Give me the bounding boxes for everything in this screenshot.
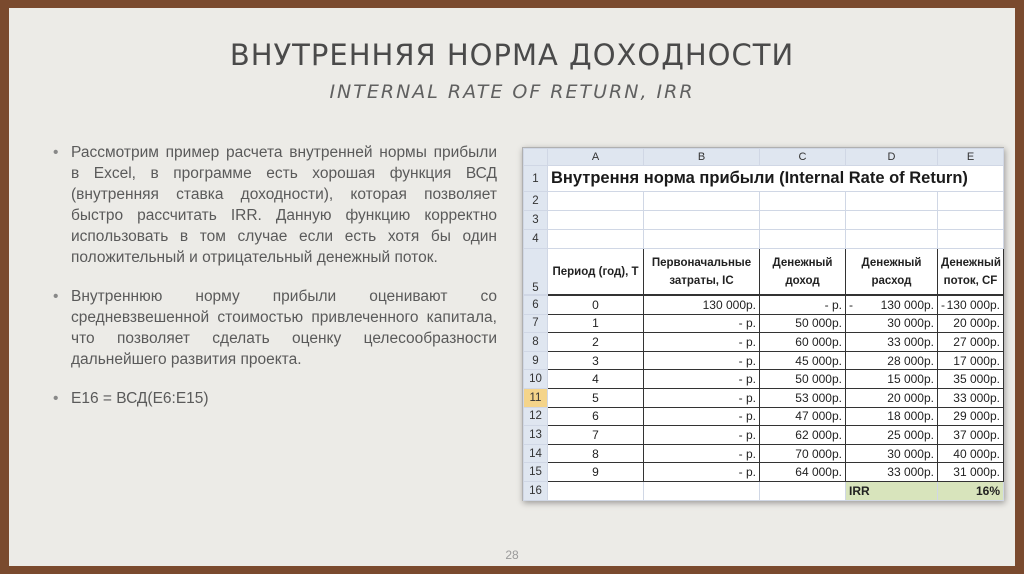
- sheet-title-cell: Внутрення норма прибыли (Internal Rate of Return): [548, 166, 1004, 192]
- header-period: Период (год), Т: [548, 249, 644, 295]
- irr-value: 16%: [938, 481, 1004, 500]
- row-number: 4: [524, 230, 548, 249]
- cell-cash-expense: [846, 333, 938, 352]
- header-cash-expense: Денежный расход: [846, 249, 938, 295]
- cell-period: 9: [548, 463, 644, 482]
- cell-initial-costs: - р.: [644, 444, 760, 463]
- bullet-dot-icon: •: [53, 144, 59, 161]
- cell-initial-costs: - р.: [644, 370, 760, 389]
- spreadsheet-table: [523, 148, 1004, 295]
- cell-value: 20 000р.: [887, 390, 934, 405]
- cell-cash-income: 64 000р.: [760, 463, 846, 482]
- cell-value: 27 000р.: [953, 334, 1000, 349]
- cell-initial-costs: - р.: [644, 426, 760, 445]
- row-number: 16: [524, 481, 548, 500]
- column-header: E: [938, 149, 1004, 166]
- negative-sign: -: [941, 297, 945, 312]
- column-header-row: [524, 149, 1004, 166]
- cell-cash-income: 53 000р.: [760, 388, 846, 407]
- cell-initial-costs: - р.: [644, 388, 760, 407]
- cell-cash-expense: [846, 314, 938, 333]
- bullet-dot-icon: •: [53, 288, 59, 305]
- cell-cash-income: - р.: [760, 296, 846, 315]
- header-initial-costs: Первоначальные затраты, IC: [644, 249, 760, 295]
- cell-cash-flow: [938, 463, 1004, 482]
- cell-initial-costs: - р.: [644, 351, 760, 370]
- cell-cash-expense: [846, 388, 938, 407]
- cell-value: 18 000р.: [887, 409, 934, 424]
- cell-period: 4: [548, 370, 644, 389]
- cell-period: 6: [548, 407, 644, 426]
- cell-value: 130 000р.: [946, 297, 1000, 312]
- table-row: [524, 314, 1004, 333]
- cell-value: 28 000р.: [887, 353, 934, 368]
- select-all-corner: [524, 149, 548, 166]
- cell-value: 17 000р.: [953, 353, 1000, 368]
- row-number: 3: [524, 211, 548, 230]
- row-number: 1: [524, 166, 548, 192]
- bullet-dot-icon: •: [53, 390, 59, 407]
- cell-cash-income: 62 000р.: [760, 426, 846, 445]
- cell-period: 1: [548, 314, 644, 333]
- cell-cash-income: 50 000р.: [760, 370, 846, 389]
- irr-label: IRR: [846, 481, 938, 500]
- slide: [9, 8, 1015, 566]
- cell-cash-flow: [938, 333, 1004, 352]
- slide-title: ВНУТРЕННЯЯ НОРМА ДОХОДНОСТИ: [229, 38, 795, 72]
- cell-cash-flow: [938, 296, 1004, 315]
- table-row: [524, 333, 1004, 352]
- cell-value: 20 000р.: [953, 316, 1000, 331]
- bullet-list: [53, 142, 497, 427]
- row-number: 7: [524, 314, 548, 333]
- row-number: 13: [524, 426, 548, 445]
- bullet-text: Рассмотрим пример расчета внутренней нормы прибыли в Excel, в программе есть хорошая функция ВСД (внутренняя ставка доходности), которая позволяет быстро рассчитать IRR. Данную функцию корректно использовать в том случае если есть хотя бы один положительный и отрицательный денежный поток.: [71, 144, 497, 266]
- cell-period: 3: [548, 351, 644, 370]
- cell-value: 15 000р.: [887, 372, 934, 387]
- cell-cash-expense: [846, 296, 938, 315]
- cell-value: 31 000р.: [953, 465, 1000, 480]
- cell-cash-income: 47 000р.: [760, 407, 846, 426]
- cell-cash-income: 70 000р.: [760, 444, 846, 463]
- bullet-text: E16 = ВСД(E6:E15): [71, 390, 209, 407]
- cell-value: 30 000р.: [887, 446, 934, 461]
- table-row: [524, 388, 1004, 407]
- cell-value: 130 000р.: [880, 297, 934, 312]
- cell-period: 0: [548, 296, 644, 315]
- cell-value: 35 000р.: [953, 372, 1000, 387]
- table-row: [524, 230, 1004, 249]
- cell-value: 33 000р.: [887, 334, 934, 349]
- bullet-item: [53, 142, 497, 268]
- cell-value: 33 000р.: [953, 390, 1000, 405]
- cell-period: 5: [548, 388, 644, 407]
- cell-cash-expense: [846, 370, 938, 389]
- cell-value: 33 000р.: [887, 465, 934, 480]
- table-row: [524, 296, 1004, 315]
- cell-value: 25 000р.: [887, 427, 934, 442]
- bullet-text: Внутреннюю норму прибыли оценивают со средневзвешенной стоимостью привлеченного капитала, что позволяет сделать оценку целесообразности дальнейшего развития проекта.: [71, 288, 497, 368]
- cell-cash-flow: [938, 314, 1004, 333]
- table-row: [524, 351, 1004, 370]
- cell-cash-flow: [938, 407, 1004, 426]
- row-number: 9: [524, 351, 548, 370]
- table-row: [524, 463, 1004, 482]
- cell-cash-flow: [938, 426, 1004, 445]
- row-number: 12: [524, 407, 548, 426]
- cell-cash-income: 60 000р.: [760, 333, 846, 352]
- cell-cash-expense: [846, 407, 938, 426]
- table-row: [524, 426, 1004, 445]
- bullet-item: [53, 286, 497, 370]
- column-header: A: [548, 149, 644, 166]
- row-number: 2: [524, 192, 548, 211]
- cell-cash-expense: [846, 463, 938, 482]
- cell-initial-costs: 130 000р.: [644, 296, 760, 315]
- table-row: [524, 370, 1004, 389]
- row-number: 8: [524, 333, 548, 352]
- cell-cash-expense: [846, 426, 938, 445]
- column-header: D: [846, 149, 938, 166]
- irr-row: [524, 481, 1004, 500]
- cell-value: 40 000р.: [953, 446, 1000, 461]
- header-cash-flow: Денежный поток, CF: [938, 249, 1004, 295]
- slide-subtitle: INTERNAL RATE OF RETURN, IRR: [329, 81, 695, 103]
- cell-cash-expense: [846, 351, 938, 370]
- cell-cash-flow: [938, 370, 1004, 389]
- data-rows-table: [523, 295, 1004, 501]
- row-number: 15: [524, 463, 548, 482]
- cell-cash-expense: [846, 444, 938, 463]
- row-number: 5: [524, 249, 548, 295]
- bullet-item: [53, 388, 497, 409]
- cell-period: 7: [548, 426, 644, 445]
- cell-period: 8: [548, 444, 644, 463]
- cell-initial-costs: - р.: [644, 314, 760, 333]
- cell-initial-costs: - р.: [644, 463, 760, 482]
- cell-initial-costs: - р.: [644, 407, 760, 426]
- table-row: [524, 407, 1004, 426]
- cell-initial-costs: - р.: [644, 333, 760, 352]
- table-row: [524, 192, 1004, 211]
- cell-cash-income: 45 000р.: [760, 351, 846, 370]
- cell-cash-flow: [938, 351, 1004, 370]
- cell-value: 29 000р.: [953, 409, 1000, 424]
- spreadsheet-image: [522, 147, 1004, 501]
- table-row: [524, 444, 1004, 463]
- table-header-row: [524, 249, 1004, 295]
- cell-value: 37 000р.: [953, 427, 1000, 442]
- header-cash-income: Денежный доход: [760, 249, 846, 295]
- column-header: B: [644, 149, 760, 166]
- cell-value: 30 000р.: [887, 316, 934, 331]
- page-number: 28: [505, 548, 519, 562]
- negative-sign: -: [849, 297, 853, 312]
- cell-cash-income: 50 000р.: [760, 314, 846, 333]
- row-number: 14: [524, 444, 548, 463]
- row-number: 6: [524, 296, 548, 315]
- table-row: [524, 211, 1004, 230]
- cell-cash-flow: [938, 444, 1004, 463]
- column-header: C: [760, 149, 846, 166]
- row-number: 10: [524, 370, 548, 389]
- row-number: 11: [524, 388, 548, 407]
- cell-cash-flow: [938, 388, 1004, 407]
- table-row: [524, 166, 1004, 192]
- cell-period: 2: [548, 333, 644, 352]
